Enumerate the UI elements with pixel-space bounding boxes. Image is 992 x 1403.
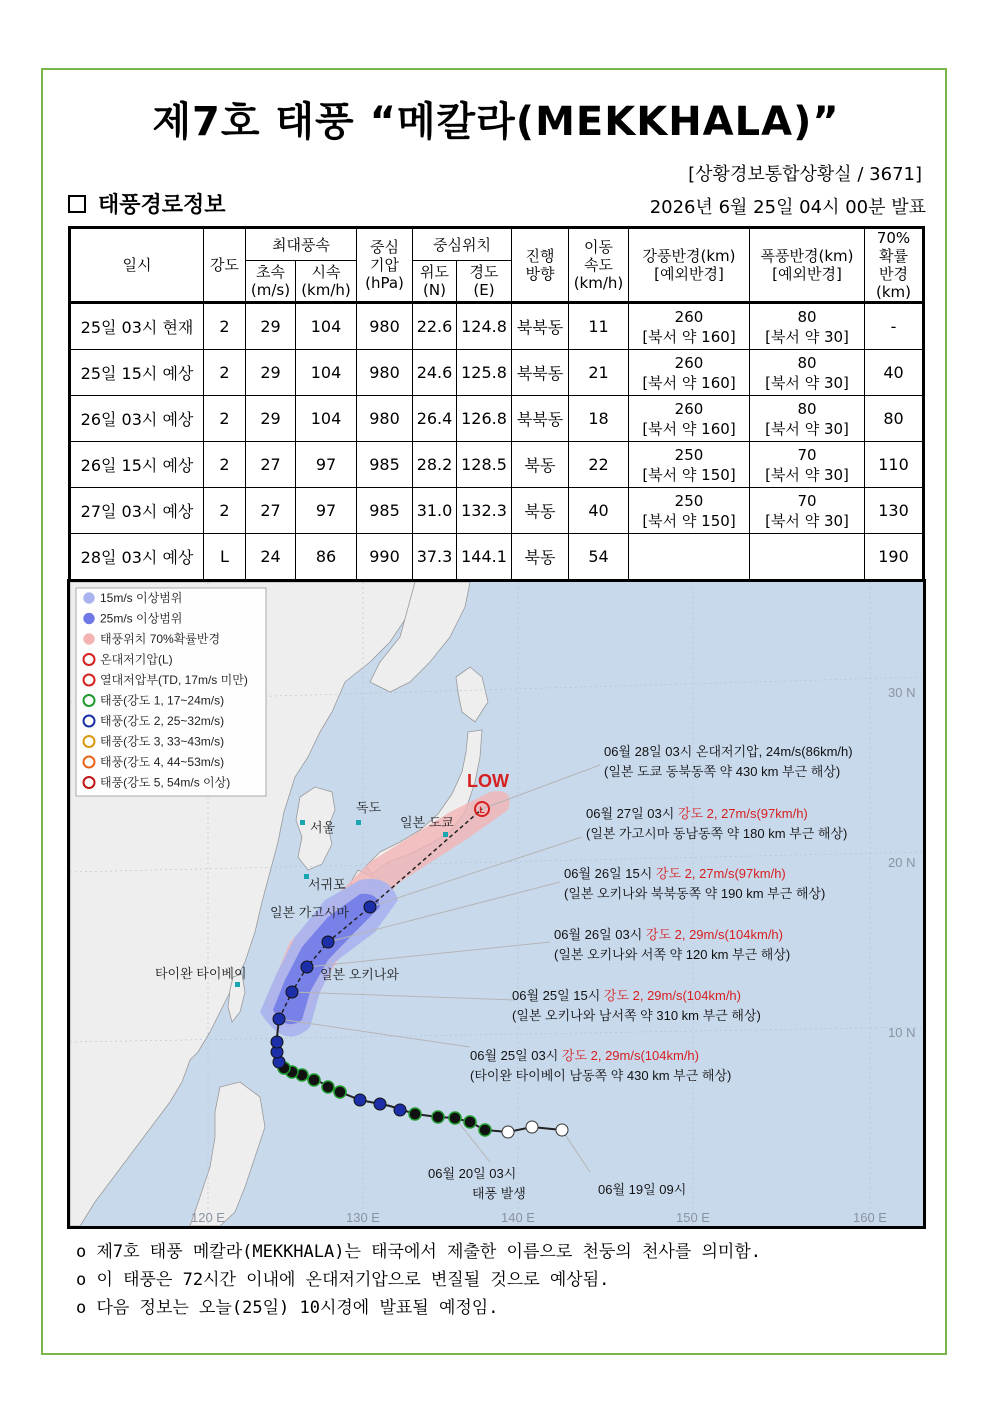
cell-lon: 125.8 <box>457 350 512 396</box>
header-lon: 경도 (E) <box>457 261 512 303</box>
annotation-line1: 06월 26일 03시 강도 2, 29m/s(104km/h) <box>554 927 783 942</box>
cell-time: 27일 03시 예상 <box>70 488 204 534</box>
typhoon-2-icon <box>273 1013 285 1025</box>
cell-pressure: 985 <box>357 488 413 534</box>
radius-value: 250 <box>674 491 704 510</box>
header-prob70: 70% 확률 반경 (km) <box>865 228 924 303</box>
annotation-line2: (일본 오키나와 남서쪽 약 310 km 부근 해상) <box>512 1008 761 1023</box>
typhoon-1-icon <box>322 1081 334 1093</box>
lon-label: 130 E <box>346 1210 380 1225</box>
legend-label: 태풍(강도 2, 25~32m/s) <box>100 714 225 728</box>
cell-gale-radius <box>629 534 750 581</box>
cell-lat: 28.2 <box>413 442 457 488</box>
cell-gale-radius <box>629 303 750 350</box>
header-speed: 이동 속도 (km/h) <box>569 228 629 303</box>
table-row <box>70 488 924 534</box>
typhoon-1-icon <box>464 1116 476 1128</box>
radius-value: 70 <box>797 445 817 464</box>
radius-exception: [북서 약 150] <box>642 511 736 530</box>
radius-exception: [북서 약 30] <box>765 327 849 346</box>
header-time: 일시 <box>70 228 204 303</box>
typhoon-2-icon <box>286 986 298 998</box>
radius-value: 260 <box>674 399 704 418</box>
place-label: 서울 <box>310 820 336 835</box>
header-intensity: 강도 <box>204 228 246 303</box>
typhoon-2-icon <box>322 936 334 948</box>
cell-speed: 54 <box>569 534 629 581</box>
cell-direction: 북동 <box>512 534 569 581</box>
typhoon-track-map <box>67 579 926 1229</box>
map-canvas <box>70 582 923 1226</box>
legend-label: 태풍(강도 1, 17~24m/s) <box>100 693 225 708</box>
note-item: o 다음 정보는 오늘(25일) 10시경에 발표될 예정임. <box>76 1298 499 1318</box>
department-label: [상황경보통합상황실 / 3671] <box>688 164 922 185</box>
place-label: 독도 <box>356 800 382 815</box>
legend-label: 태풍(강도 3, 33~43m/s) <box>100 734 225 749</box>
cell-wind-kmh: 86 <box>296 534 357 581</box>
checkbox-icon <box>68 195 86 213</box>
cell-storm-radius <box>750 303 865 350</box>
radius-exception: [북서 약 30] <box>765 465 849 484</box>
leader-line <box>562 1130 590 1172</box>
cell-lat: 22.6 <box>413 303 457 350</box>
cell-speed: 40 <box>569 488 629 534</box>
cell-time: 25일 03시 현재 <box>70 303 204 350</box>
cell-time: 25일 15시 예상 <box>70 350 204 396</box>
philippines <box>190 1082 265 1226</box>
cell-lon: 144.1 <box>457 534 512 581</box>
cell-lon: 126.8 <box>457 396 512 442</box>
cell-wind-kmh: 97 <box>296 442 357 488</box>
low-label: LOW <box>467 771 509 791</box>
cell-direction: 북동 <box>512 442 569 488</box>
header-storm-radius: 폭풍반경(km) [예외반경] <box>750 228 865 303</box>
radius-value: 250 <box>674 445 704 464</box>
typhoon-1-icon <box>479 1124 491 1136</box>
radius-value: 260 <box>674 353 704 372</box>
city-marker <box>235 982 240 987</box>
cell-storm-radius <box>750 534 865 581</box>
legend-label: 열대저압부(TD, 17m/s 미만) <box>100 673 248 687</box>
table-row <box>70 350 924 396</box>
annotation-line2: (타이완 타이베이 남동쪽 약 430 km 부근 해상) <box>470 1068 732 1083</box>
cell-gale-radius <box>629 350 750 396</box>
td-icon <box>556 1124 568 1136</box>
header-max-wind: 최대풍속 <box>246 228 357 261</box>
hokkaido <box>456 667 488 722</box>
radius-exception: [북서 약 150] <box>642 465 736 484</box>
cell-lat: 24.6 <box>413 350 457 396</box>
radius-exception: [북서 약 30] <box>765 419 849 438</box>
lon-label: 160 E <box>853 1210 887 1225</box>
cell-direction: 북북동 <box>512 350 569 396</box>
place-label: 일본 가고시마 <box>270 905 349 920</box>
leader-line <box>279 1019 470 1047</box>
radius-value: 260 <box>674 307 704 326</box>
cell-pressure: 990 <box>357 534 413 581</box>
radius-exception: [북서 약 160] <box>642 327 736 346</box>
city-marker <box>356 820 361 825</box>
radius-value: 70 <box>797 491 817 510</box>
cell-time: 26일 03시 예상 <box>70 396 204 442</box>
cell-wind-ms: 29 <box>246 303 296 350</box>
cell-wind-kmh: 97 <box>296 488 357 534</box>
annotation-line2: (일본 가고시마 동남동쪽 약 180 km 부근 해상) <box>586 826 848 841</box>
lon-label: 120 E <box>191 1210 225 1225</box>
typhoon-2-icon <box>301 961 313 973</box>
lat-label: 10 N <box>888 1025 916 1040</box>
cell-intensity: 2 <box>204 442 246 488</box>
radius-exception: [북서 약 160] <box>642 419 736 438</box>
cell-prob70: 80 <box>865 396 924 442</box>
cell-intensity: 2 <box>204 396 246 442</box>
cell-gale-radius <box>629 396 750 442</box>
genesis-label: 06월 20일 03시 <box>428 1166 517 1181</box>
header-pressure: 중심 기압 (hPa) <box>357 228 413 303</box>
typhoon-1-icon <box>334 1086 346 1098</box>
cell-wind-ms: 27 <box>246 488 296 534</box>
cell-wind-ms: 29 <box>246 396 296 442</box>
cell-direction: 북북동 <box>512 396 569 442</box>
legend-label: 태풍위치 70%확률반경 <box>100 632 221 646</box>
cell-storm-radius <box>750 396 865 442</box>
cell-time: 28일 03시 예상 <box>70 534 204 581</box>
light-blue-circle <box>84 593 95 604</box>
city-marker <box>300 820 305 825</box>
legend-label: 25m/s 이상범위 <box>100 611 183 626</box>
typhoon-2-icon <box>271 1036 283 1048</box>
cell-pressure: 980 <box>357 350 413 396</box>
cell-pressure: 980 <box>357 303 413 350</box>
cell-prob70: 130 <box>865 488 924 534</box>
table-row <box>70 534 924 581</box>
radius-value: 80 <box>797 399 817 418</box>
table-row <box>70 442 924 488</box>
typhoon-track-table <box>68 226 925 582</box>
lon-label: 150 E <box>676 1210 710 1225</box>
cell-time: 26일 15시 예상 <box>70 442 204 488</box>
cell-lon: 128.5 <box>457 442 512 488</box>
cell-speed: 18 <box>569 396 629 442</box>
header-wind-ms: 초속 (m/s) <box>246 261 296 303</box>
lat-labels <box>888 685 915 1040</box>
header-direction: 진행 방향 <box>512 228 569 303</box>
cell-speed: 22 <box>569 442 629 488</box>
cell-wind-kmh: 104 <box>296 396 357 442</box>
cell-lon: 124.8 <box>457 303 512 350</box>
notes <box>76 1238 761 1322</box>
cell-prob70: 110 <box>865 442 924 488</box>
blue-circle <box>84 613 95 624</box>
radius-exception: [북서 약 30] <box>765 511 849 530</box>
annotation-line1: 06월 25일 03시 강도 2, 29m/s(104km/h) <box>470 1048 699 1063</box>
legend-label: 온대저기압(L) <box>100 652 173 667</box>
lon-label: 140 E <box>501 1210 535 1225</box>
annotation-line2: (일본 오키나와 서쪽 약 120 km 부근 해상) <box>554 947 791 962</box>
radius-value: 80 <box>797 307 817 326</box>
cell-intensity: L <box>204 534 246 581</box>
cell-intensity: 2 <box>204 488 246 534</box>
map-legend <box>76 588 266 796</box>
annotation-line1: 06월 26일 15시 강도 2, 27m/s(97km/h) <box>564 866 786 881</box>
announcement-time: 2026년 6월 25일 04시 00분 발표 <box>649 197 926 218</box>
cell-pressure: 980 <box>357 396 413 442</box>
low-icon-letter: L <box>479 805 485 815</box>
radius-exception: [북서 약 160] <box>642 373 736 392</box>
cell-gale-radius <box>629 442 750 488</box>
table-row <box>70 396 924 442</box>
legend-label: 태풍(강도 5, 54m/s 이상) <box>100 775 231 790</box>
cell-pressure: 985 <box>357 442 413 488</box>
typhoon-1-icon <box>308 1074 320 1086</box>
cell-direction: 북북동 <box>512 303 569 350</box>
section-heading <box>68 188 226 219</box>
cell-prob70: 190 <box>865 534 924 581</box>
place-label: 서귀포 <box>308 877 346 892</box>
lon-labels <box>191 1210 887 1225</box>
cell-intensity: 2 <box>204 303 246 350</box>
start-label: 06월 19일 09시 <box>598 1182 687 1197</box>
cell-lat: 31.0 <box>413 488 457 534</box>
cell-direction: 북동 <box>512 488 569 534</box>
cell-wind-kmh: 104 <box>296 350 357 396</box>
typhoon-2-icon <box>354 1094 366 1106</box>
place-label: 일본 오키나와 <box>320 967 399 982</box>
page-title: 제7호 태풍 “메칼라(MEKKHALA)” <box>152 99 840 145</box>
cell-gale-radius <box>629 488 750 534</box>
note-item: o 제7호 태풍 메칼라(MEKKHALA)는 태국에서 제출한 이름으로 천둥의 천사를 의미함. <box>76 1242 761 1262</box>
lat-label: 30 N <box>888 685 916 700</box>
cell-speed: 21 <box>569 350 629 396</box>
header-lat: 위도 (N) <box>413 261 457 303</box>
cell-storm-radius <box>750 488 865 534</box>
cell-wind-ms: 24 <box>246 534 296 581</box>
header-center: 중심위치 <box>413 228 512 261</box>
note-item: o 이 태풍은 72시간 이내에 온대저기압으로 변질될 것으로 예상됨. <box>76 1270 610 1290</box>
cell-prob70: 40 <box>865 350 924 396</box>
city-marker <box>443 832 448 837</box>
cell-storm-radius <box>750 350 865 396</box>
cell-wind-kmh: 104 <box>296 303 357 350</box>
place-label: 일본 도쿄 <box>400 815 454 830</box>
typhoon-1-icon <box>432 1111 444 1123</box>
typhoon-2-icon <box>394 1104 406 1116</box>
radius-value: 80 <box>797 353 817 372</box>
cell-wind-ms: 27 <box>246 442 296 488</box>
leader-line <box>292 992 515 1000</box>
cell-wind-ms: 29 <box>246 350 296 396</box>
table-row <box>70 303 924 350</box>
annotation-line1: 06월 28일 03시 온대저기압, 24m/s(86km/h) <box>604 744 853 759</box>
place-label: 타이완 타이베이 <box>155 966 247 981</box>
cell-prob70: - <box>865 303 924 350</box>
annotation-line1: 06월 27일 03시 강도 2, 27m/s(97km/h) <box>586 806 808 821</box>
cell-intensity: 2 <box>204 350 246 396</box>
td-icon <box>502 1126 514 1138</box>
cell-lat: 37.3 <box>413 534 457 581</box>
cell-lon: 132.3 <box>457 488 512 534</box>
typhoon-1-icon <box>449 1112 461 1124</box>
cell-lat: 26.4 <box>413 396 457 442</box>
legend-label: 15m/s 이상범위 <box>100 591 183 605</box>
annotation-line2: (일본 오키나와 북북동쪽 약 190 km 부근 해상) <box>564 886 826 901</box>
pink-circle <box>84 634 95 645</box>
radius-exception: [북서 약 30] <box>765 373 849 392</box>
genesis-label: 태풍 발생 <box>472 1186 526 1201</box>
header-gale-radius: 강풍반경(km) [예외반경] <box>629 228 750 303</box>
header-wind-kmh: 시속 (km/h) <box>296 261 357 303</box>
lat-label: 20 N <box>888 855 916 870</box>
annotation-line1: 06월 25일 15시 강도 2, 29m/s(104km/h) <box>512 988 741 1003</box>
typhoon-1-icon <box>409 1108 421 1120</box>
cell-speed: 11 <box>569 303 629 350</box>
section-title: 태풍경로정보 <box>98 193 226 218</box>
typhoon-2-icon <box>374 1098 386 1110</box>
cell-storm-radius <box>750 442 865 488</box>
annotation-line2: (일본 도쿄 동북동쪽 약 430 km 부근 해상) <box>604 764 841 779</box>
legend-label: 태풍(강도 4, 44~53m/s) <box>100 755 225 769</box>
td-icon <box>526 1121 538 1133</box>
typhoon-2-icon <box>364 901 376 913</box>
